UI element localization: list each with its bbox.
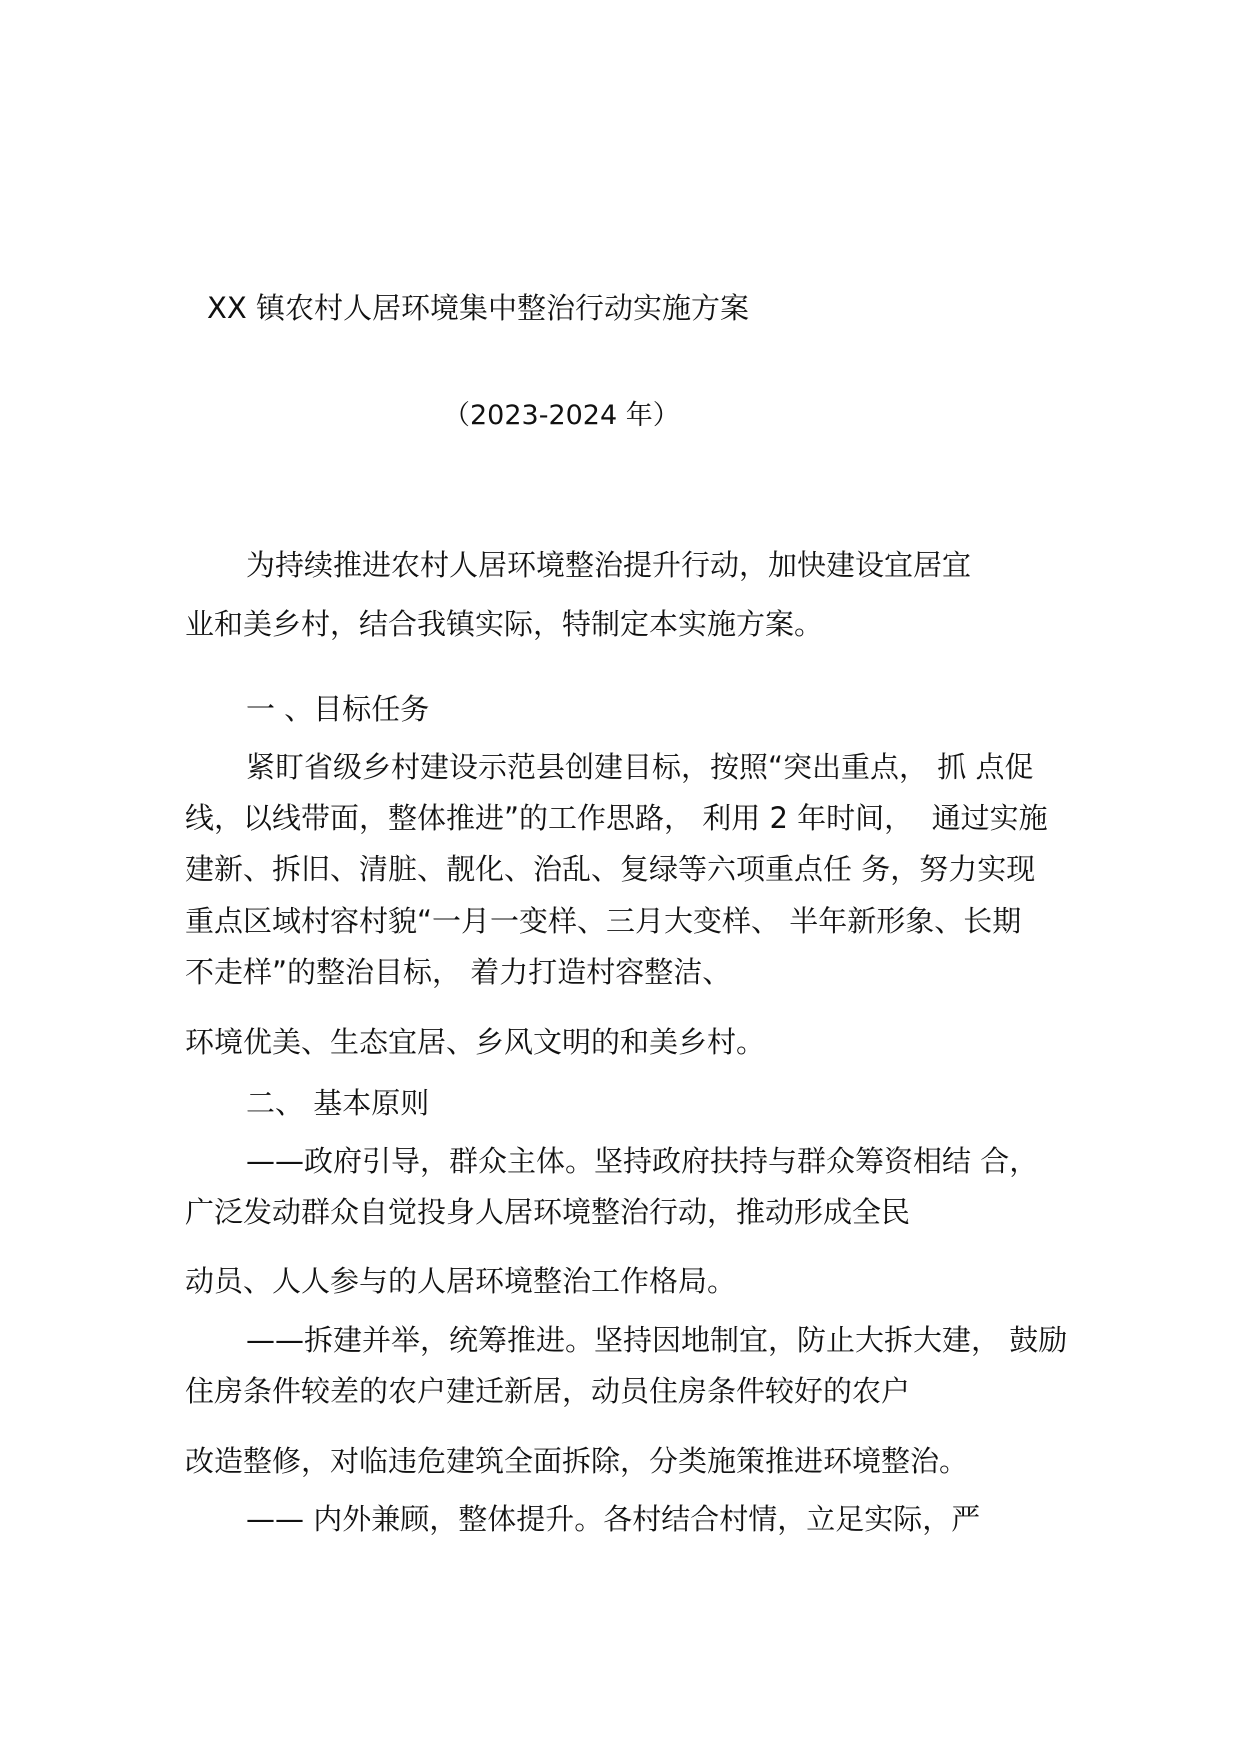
document-subtitle: （2023-2024 年）: [443, 400, 680, 431]
principle-2-line-2: 住房条件较差的农户建迁新居，动员住房条件较好的农户: [185, 1374, 911, 1408]
intro-line-2: 业和美乡村，结合我镇实际，特制定本实施方案。: [185, 607, 824, 641]
goals-line-6: 环境优美、生态宜居、乡风文明的和美乡村。: [185, 1025, 766, 1059]
section-heading-principles: 二、 基本原则: [246, 1086, 430, 1120]
principle-1-line-1: ——政府引导，群众主体。坚持政府扶持与群众筹资相结 合，: [246, 1144, 1039, 1178]
principle-3-line-1: —— 内外兼顾，整体提升。各村结合村情，立足实际，严: [246, 1502, 981, 1536]
goals-line-3: 建新、拆旧、清脏、靓化、治乱、复绿等六项重点任 务，努力实现: [185, 852, 1036, 886]
section-heading-goals: 一 、目标任务: [246, 692, 430, 726]
goals-line-2: 线，以线带面，整体推进”的工作思路， 利用 2 年时间， 通过实施: [185, 801, 1048, 835]
goals-line-5: 不走样”的整治目标， 着力打造村容整洁、: [185, 955, 732, 989]
principle-2-line-3: 改造整修，对临违危建筑全面拆除，分类施策推进环境整治。: [185, 1444, 969, 1478]
goals-line-4: 重点区域村容村貌“一月一变样、三月大变样、 半年新形象、长期: [185, 904, 1022, 938]
principle-1-line-3: 动员、人人参与的人居环境整治工作格局。: [185, 1264, 737, 1298]
principle-2-line-1: ——拆建并举，统筹推进。坚持因地制宜，防止大拆大建， 鼓励: [246, 1323, 1068, 1357]
document-title: XX 镇农村人居环境集中整治行动实施方案: [207, 291, 749, 325]
principle-1-line-2: 广泛发动群众自觉投身人居环境整治行动，推动形成全民: [185, 1195, 911, 1229]
intro-line-1: 为持续推进农村人居环境整治提升行动，加快建设宜居宜: [246, 548, 972, 582]
goals-line-1: 紧盯省级乡村建设示范县创建目标，按照“突出重点， 抓 点促: [246, 750, 1034, 784]
